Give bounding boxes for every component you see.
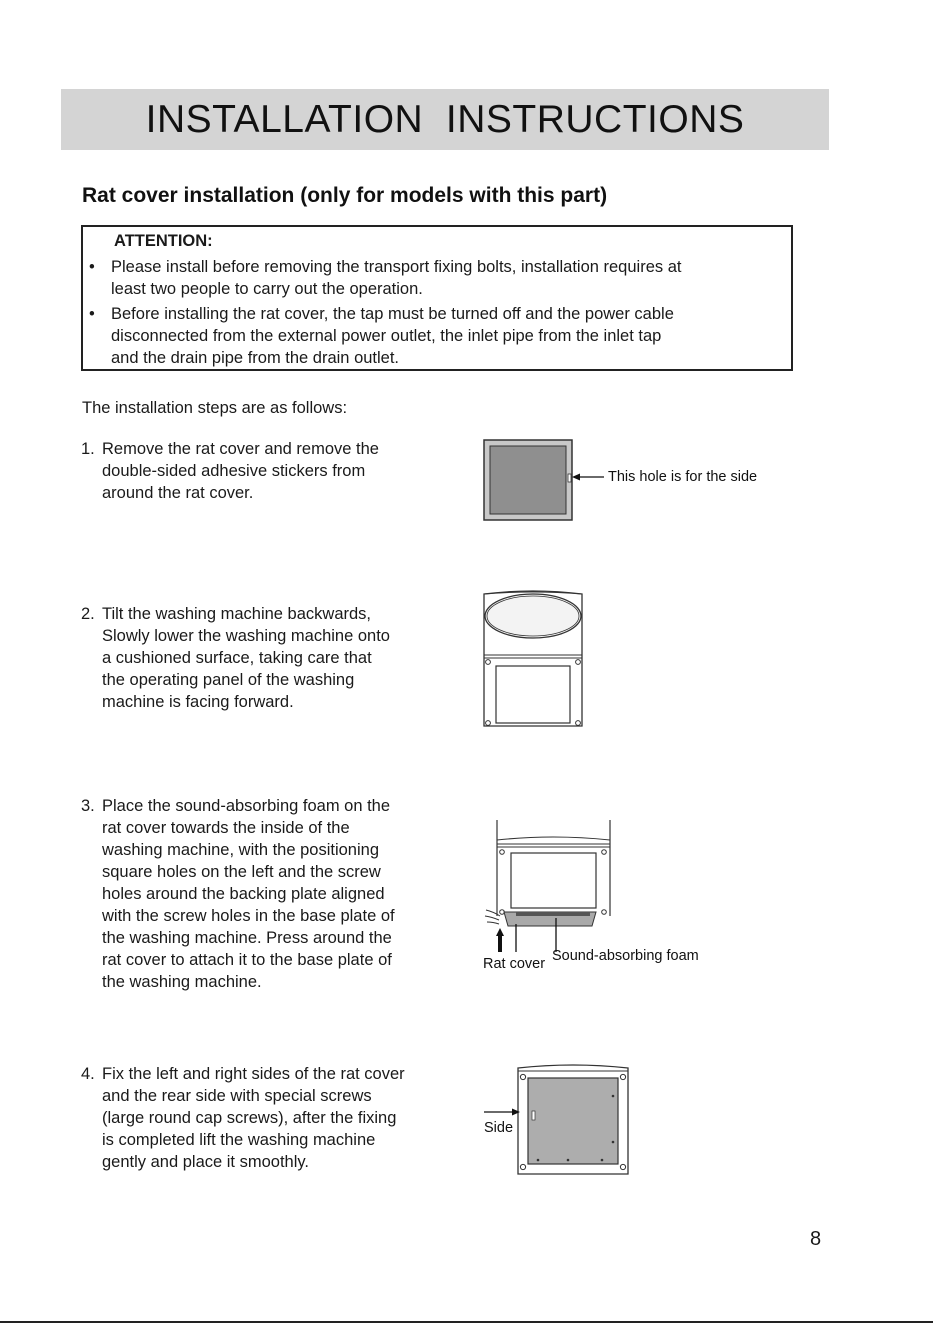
step-line: around the rat cover. (102, 484, 254, 502)
step-number: 2. (81, 605, 95, 623)
intro-text: The installation steps are as follows: (82, 399, 348, 417)
step-4 (81, 1063, 461, 1173)
section-title: Rat cover installation (only for models with this part) (82, 184, 608, 207)
bullet-line: least two people to carry out the operation. (111, 280, 423, 298)
step-line: a cushioned surface, taking care that (102, 649, 372, 667)
bullet-line: disconnected from the external power outlet, the inlet pipe from the inlet tap (111, 327, 662, 345)
side-hole-icon (568, 474, 571, 482)
step-1 (81, 438, 461, 504)
step-line: (large round cap screws), after the fixing (102, 1109, 397, 1127)
step-line: the washing machine. Press around the (102, 929, 392, 947)
step-line: Slowly lower the washing machine onto (102, 627, 390, 645)
step-line: rat cover towards the inside of the (102, 819, 350, 837)
step-line: Fix the left and right sides of the rat cover (102, 1065, 405, 1083)
step-line: the washing machine. (102, 973, 262, 991)
arrow-right-icon (484, 1106, 520, 1118)
step-line: Remove the rat cover and remove the (102, 440, 379, 458)
step-line: rat cover to attach it to the base plate of (102, 951, 392, 969)
bullet-line: Before installing the rat cover, the tap must be turned off and the power cable (111, 305, 674, 323)
rat-cover-attach-figure (482, 816, 622, 956)
step-line: Tilt the washing machine backwards, (102, 605, 372, 623)
washing-machine-tilted-figure (478, 586, 588, 734)
bullet-dot: • (89, 258, 95, 276)
step-line: Place the sound-absorbing foam on the (102, 797, 391, 815)
step-line: is completed lift the washing machine (102, 1131, 376, 1149)
bullet-dot: • (89, 305, 95, 323)
fig3-label-foam: Sound-absorbing foam (552, 948, 699, 964)
fig1-label: This hole is for the side (608, 469, 758, 485)
step-line: the operating panel of the washing (102, 671, 355, 689)
step-3 (81, 795, 461, 993)
step-number: 1. (81, 440, 95, 458)
attention-bullet (89, 256, 781, 300)
step-line: holes around the backing plate aligned (102, 885, 385, 903)
page-title: INSTALLATION INSTRUCTIONS (145, 97, 745, 141)
step-line: square holes on the left and the screw (102, 863, 381, 881)
attention-bullet (89, 303, 781, 369)
arrow-up-icon (496, 928, 504, 936)
rat-cover-fixed-figure (512, 1058, 634, 1180)
page-number: 8 (810, 1228, 822, 1250)
step-line: washing machine, with the positioning (102, 841, 379, 859)
header-banner (61, 89, 829, 150)
bullet-line: Please install before removing the transport fixing bolts, installation requires at (111, 258, 682, 276)
fig4-label-side: Side (484, 1120, 514, 1136)
attention-box (81, 225, 793, 371)
step-number: 3. (81, 797, 95, 815)
step-line: double-sided adhesive stickers from (102, 462, 366, 480)
bullet-line: and the drain pipe from the drain outlet. (111, 349, 400, 367)
step-line: and the rear side with special screws (102, 1087, 372, 1105)
bottom-rule (0, 1321, 933, 1323)
step-line: machine is facing forward. (102, 693, 294, 711)
step-number: 4. (81, 1065, 95, 1083)
step-line: gently and place it smoothly. (102, 1153, 309, 1171)
step-2 (81, 603, 461, 713)
arrow-left-icon (572, 470, 606, 484)
step-line: with the screw holes in the base plate of (102, 907, 395, 925)
fig3-label-rat-cover: Rat cover (483, 956, 546, 972)
attention-title: ATTENTION: (114, 232, 213, 250)
